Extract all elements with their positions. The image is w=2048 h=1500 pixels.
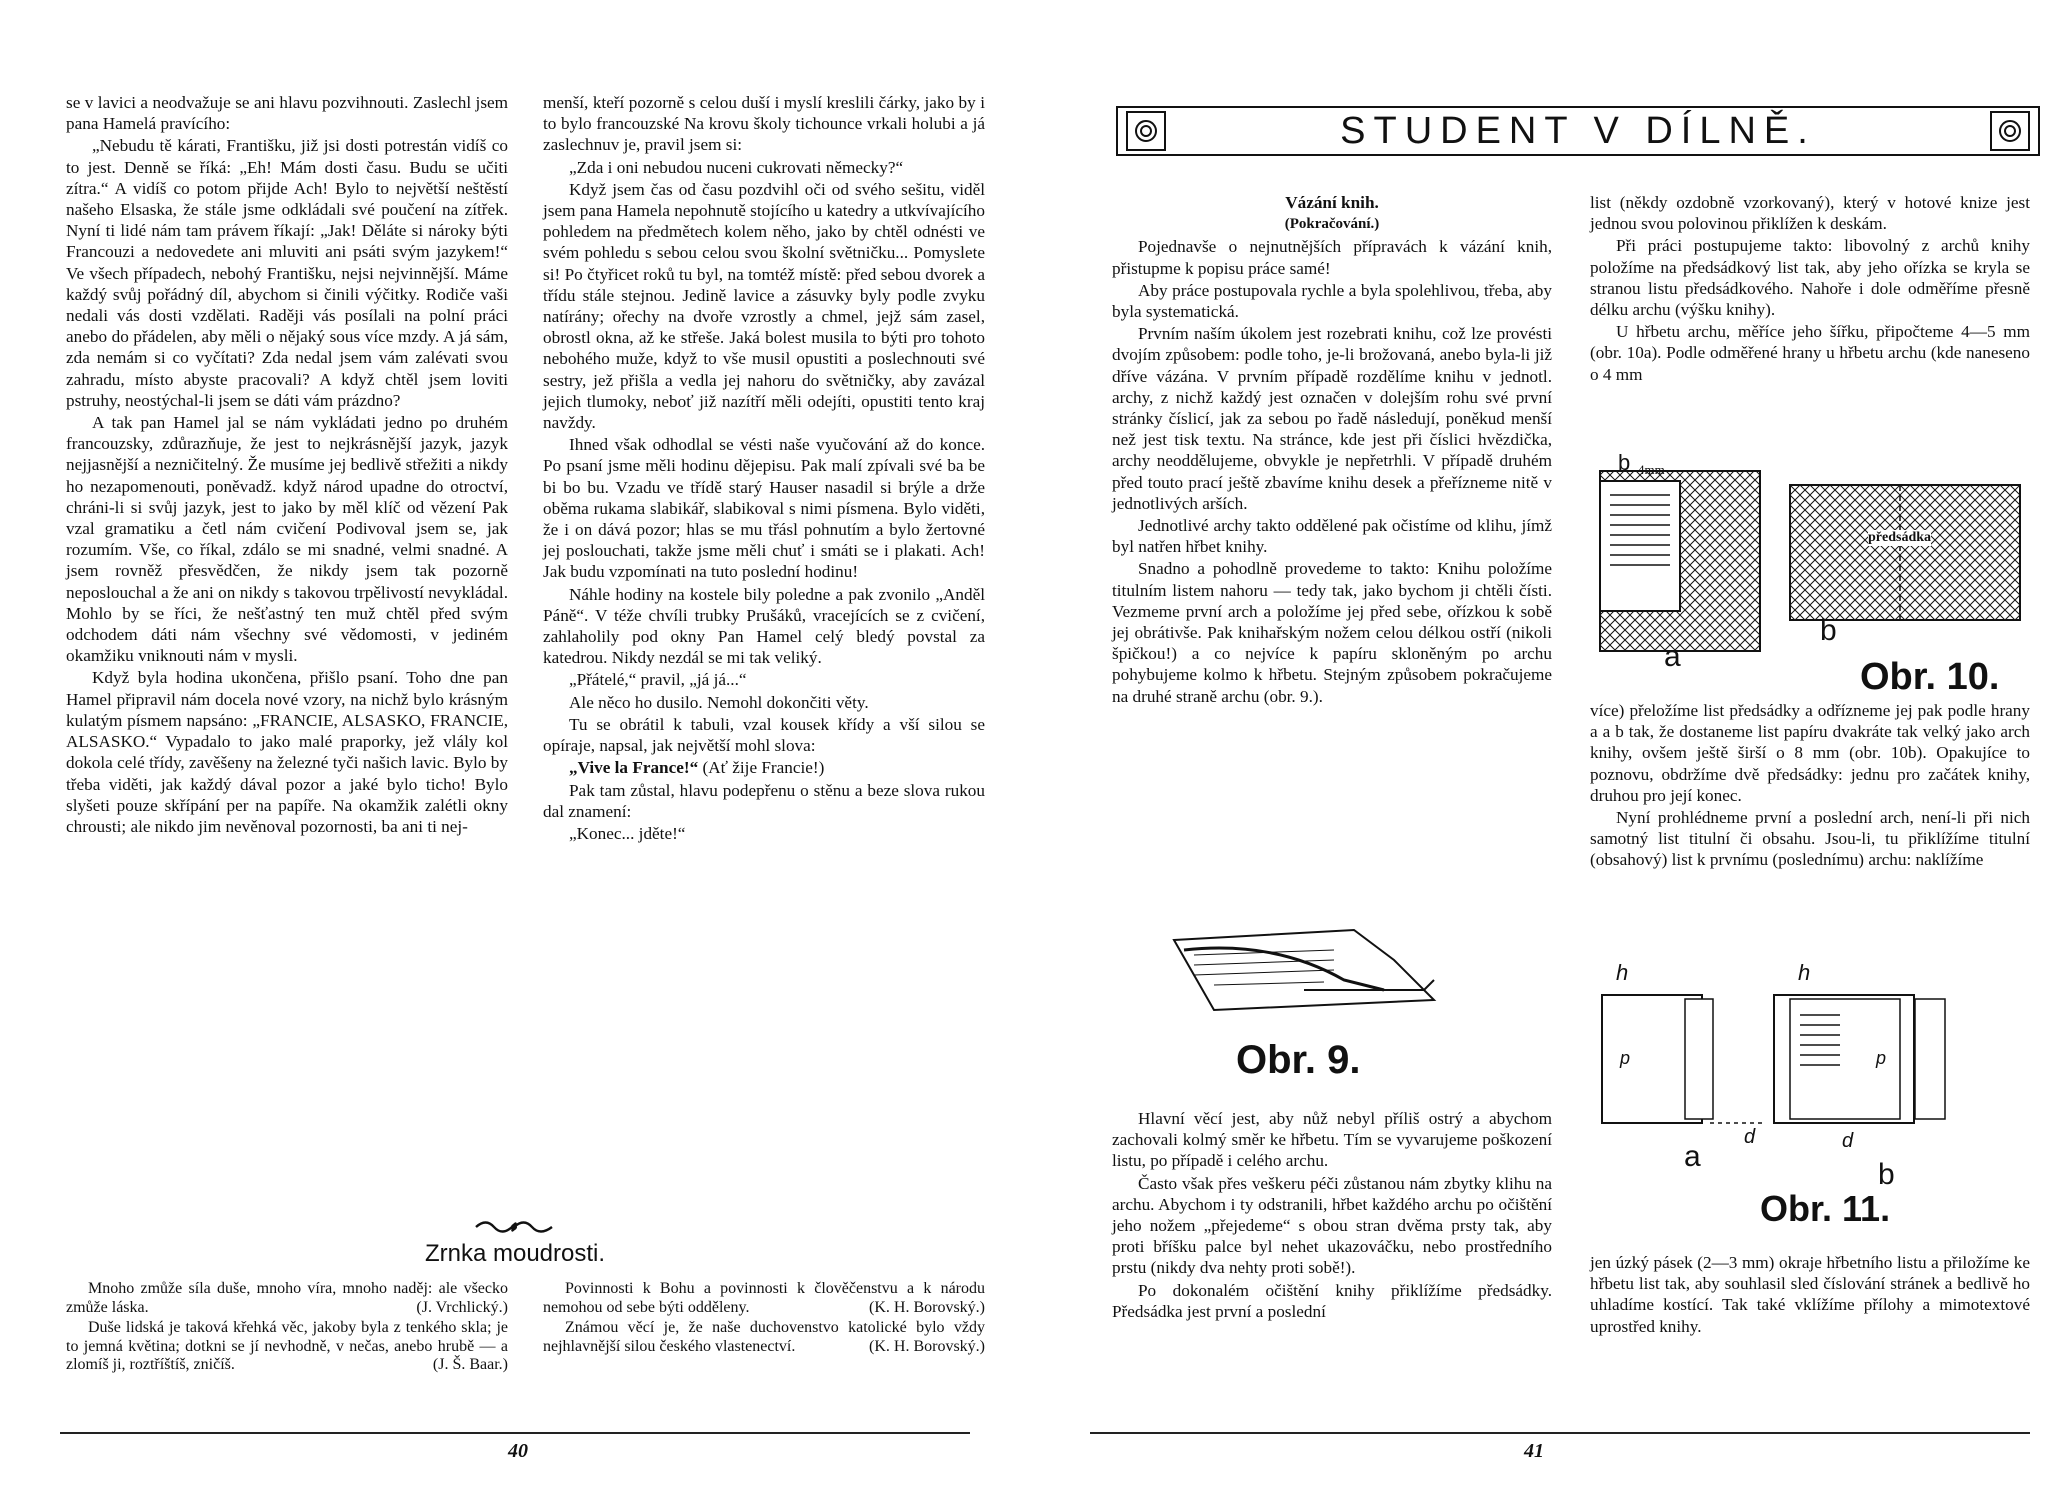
article-title: Vázání knih. — [1285, 193, 1379, 212]
page-41 — [1024, 0, 2048, 1500]
paragraph: Nyní prohlédneme první a poslední arch, není-li při nich samotný list titulní či obsahu. Jsou-li, tu přiklížíme titulní (obsahový) list k prvnímu (poslednímu) archu: naklížíme — [1590, 808, 2030, 870]
figure-9-knife — [1154, 920, 1444, 1030]
figure-10-label-b-small: b — [1618, 450, 1631, 475]
right-column-2-bottom — [1590, 1252, 2030, 1338]
quote-author: (J. Vrchlický.) — [416, 1298, 508, 1316]
paragraph: Hlavní věcí jest, aby nůž nebyl příliš ostrý a abychom zachovali kolmý směr ke hřbetu. Tím se vyvarujeme poškození listu, po případě i celého archu. — [1112, 1109, 1552, 1171]
paragraph: Při práci postupujeme takto: libovolný z archů knihy položíme na předsádkový list tak, aby jeho ořízka se kryla se stranou listu předsádkového. Nahoře i dole odměříme přesně délku archu (výšku knihy). — [1590, 236, 2030, 320]
figure-11-label-p2: p — [1876, 1048, 1887, 1068]
page-number: 41 — [1524, 1440, 1544, 1462]
figure-11-label-p1: p — [1620, 1048, 1631, 1068]
figure-10-label-b: b — [1820, 614, 1837, 647]
figure-10-label-a: a — [1664, 640, 1681, 673]
figure-9-caption: Obr. 9. — [1236, 1038, 1361, 1082]
figure-11-label-b: b — [1878, 1158, 1895, 1191]
wisdom-title: Zrnka moudrosti. — [424, 1240, 606, 1267]
figure-11-label-d2: d — [1842, 1130, 1854, 1152]
paragraph: Pojednavše o nejnutnějších přípravách k vázání knih, přistupme k popisu práce samé! — [1112, 237, 1552, 278]
left-column-1 — [66, 92, 508, 838]
paragraph: se v lavici a neodvažuje se ani hlavu pozvihnouti. Zaslechl jsem pana Hamelá pravícího: — [66, 93, 508, 134]
paragraph: Aby práce postupovala rychle a byla spolehlivou, třeba, aby byla systematická. — [1112, 280, 1552, 322]
right-column-2 — [1590, 192, 2030, 386]
quote-author: (J. Š. Baar.) — [432, 1356, 508, 1373]
figure-11-label-h1: h — [1616, 960, 1629, 985]
paragraph: Ale něco ho dusilo. Nemohl dokončiti věty. — [569, 692, 869, 712]
figure-10-caption: Obr. 10. — [1860, 656, 2000, 698]
footer-rule — [1090, 1432, 2030, 1434]
paragraph: menší, kteří pozorně s celou duší i myslí kreslili čárky, jako by i to bylo francouzské Na krovu školy tichounce vrkali holubi a já zaslechnuv je, pravil jsem si: — [543, 93, 985, 155]
figure-10-mm-label: 4mm — [1638, 462, 1665, 477]
section-title: STUDENT V DÍLNĚ. — [1340, 109, 1816, 152]
quote: Povinnosti k Bohu a povinnosti k člověčenstvu a k národu nemohou od sebe býti odděleny. (K. H. Borovský.) — [543, 1280, 985, 1316]
right-column-1-lower — [1112, 1108, 1552, 1323]
paragraph: Když jsem čas od času pozdvihl oči od svého sešitu, viděl jsem pana Hamela nepohnutě stojícího u katedry a utkvívajícího pohledem na předmětech kolem něho, jako by chtěl odnésti ve svém pohledu s sebou celou svou školní světničku... Pomyslete si! Po čtyřicet roků tu byl, na tomtéž místě: před sebou dvorek a třídu stále stejnou. Jedině lavice a zásuvky byly podle zvyku natírány; ořechy na dvoře vzrostly a chmel, jejž sám zasel, obrostl okna, až ke střeše. Jaká bolest musila to býti pro tohoto nebohého muže, když to vše musil opustiti a poslechnouti své sestry, jež přišla a vedla jej nahoru do světničky, aby zavázal jejich tlumoky, neboť již nazítří měli odejíti, opustiti tento kraj navždy. — [543, 179, 985, 433]
paragraph: A tak pan Hamel jal se nám vykládati jedno po druhém francouzsky, zdůrazňuje, že jest to nejkrásnější jazyk, jazyk nejjasnější a nezničitelný. Že musíme jej bedlivě střežiti a nikdy ho nezapomenouti, poněvadž. když národ upadne do otroctví, chráni-li si svůj jazyk, jest to jako by měl klíč od vězení Pak vzal gramatiku a četl nám cvičení Podivoval jsem se, jak rozumím. Vše, co říkal, zdálo se mi snadné, velmi snadné. A jsem rovněž přesvědčen, že nikdy jsem tak pozorně neposlouchal a že ani on nikdy s takovou trpělivostí nevykládal. Mohlo by se říci, že nešťastný ten muž chtěl před svým odchodem dáti nám všechny své vědomosti, v jediném okamžiku vniknouti nám v mysli. — [66, 413, 508, 666]
footer-rule — [60, 1432, 970, 1434]
paragraph: Tu se obrátil k tabuli, vzal kousek křídy a vší silou se opíraje, napsal, jak největší mohl slova: — [543, 714, 985, 756]
vive-la-france: „Vive la France!“ — [569, 758, 699, 778]
right-column-1 — [1112, 192, 1552, 708]
paragraph: Prvním naším úkolem jest rozebrati knihu, což lze provésti dvojím způsobem: podle toho, je-li brožovaná, anebo byla-li již dříve vázána. V prvním případě rozdělíme knihu v jednotl. archy, z nichž každý jest označen v dolejším rohu své první stránky číslicí, jak za sebou po řadě následují, poněkud menší než jest tisk textu. Na stránce, kde jest při číslici hvězdička, archy neoddělujeme, obvykle je nepřetrhli. V případě druhém před touto prací ještě zbavíme knihu desek a přeřízneme nitě v jednotlivých arších. — [1112, 324, 1552, 513]
figure-11-label-a: a — [1684, 1140, 1701, 1173]
paragraph: Pak tam zůstal, hlavu podepřenu o stěnu a beze slova rukou dal znamení: — [543, 780, 985, 821]
translation: (Ať žije Francie!) — [702, 758, 825, 778]
ornament-icon — [1990, 111, 2030, 151]
paragraph: Když byla hodina ukončena, přišlo psaní. Toho dne pan Hamel připravil nám docela nové vzory, na nichž bylo krásným kulatým písmem napsáno: „FRANCIE, ALSASKO, FRANCIE, ALSASKO.“ Vypadalo to jako malé praporky, jež vlály kol dokola celé třídy, zavěšeny na železné tyči našich lavic. Bylo by třeba viděti, jak každý dával pozor a jaké bylo ticho! Bylo slyšeti pouze skřípání per na papíře. Na okamžik zalétli okny chrousti; ale nikdo jim nevěnoval pozornosti, ba ani ti nej- — [66, 668, 508, 836]
paragraph: „Nebudu tě kárati, Františku, již jsi dosti potrestán vidíš co to jest. Denně se říká: „Eh! Mám dosti času. Budu se učiti zítra.“ A vidíš co potom přijde Ach! Bylo to největší neštěstí našeho Elsaska, že stále jsme odkládali své poučení na zítřek. Nyní ti lidé nám tam právem říkají: „Jak! Děláte si nároky býti Francouzi a nedovedete ani mluviti ani psáti svým jazykem!“ Ve všech případech, nebohý Františku, nejsi nejvinnější. Máme každý svůj pořádný díl, abychom si činili výčitky. Rodiče vaši nedali vás dosti vzdělati. Raději vás posílali na polní práci anebo do přádelen, aby měli o nějaký sous více mzdy. A já sám, zda nemám si co vyčítati? Zda nedal jsem vám zalévati svou zahradu, místo abyste pracovali? A když chtěl jsem loviti pstruhy, neostýchal-li jsem se dáti vám prázdno? — [66, 136, 508, 410]
paragraph: více) přeložíme list předsádky a odřízneme jej pak podle hrany a a b tak, že dostaneme list papíru dvakráte tak velký jako arch knihy, ovšem ještě širší o 8 mm (obr. 10b). Opakujíce to poznovu, obdržíme dvě předsádky: jednu pro začátek knihy, druhou pro její konec. — [1590, 701, 2030, 805]
quote: Mnoho zmůže síla duše, mnoho víra, mnoho naděj: ale všecko zmůže láska. (J. Vrchlický.) — [66, 1280, 508, 1316]
figure-10-predsadka-label: předsádka — [1868, 530, 1932, 545]
page-number: 40 — [508, 1440, 528, 1462]
article-subtitle: (Pokračování.) — [1284, 216, 1380, 233]
paragraph: Ihned však odhodlal se vésti naše vyučování až do konce. Po psaní jsme měli hodinu dějepisu. Pak malí zpívali své ba be bi bo bu. Vzadu ve třídě starý Hauser nasadil si brýle a drže oběma rukama slabikář, slabikoval s nimi písmena. Bylo viděti, že i on dává pozor; hlas se mu třásl pohnutím a bylo žertovné jej poslouchati, takže jsme měli chuť i smáti se i plakati. Ach! Jak budu vzpomínati na tuto poslední hodinu! — [543, 435, 985, 582]
quote: Duše lidská je taková křehká věc, jakoby byla z tenkého skla; je to jemná květina; dotkni se jí nevhodně, v nečas, anebo hrubě — a zlomíš ji, roztříštíš, zničíš. (J. Š. Baar.) — [66, 1319, 508, 1373]
paragraph: „Přátelé,“ pravil, „já já...“ — [569, 670, 747, 690]
ornament-divider — [474, 1218, 554, 1236]
paragraph — [543, 757, 985, 778]
ornament-icon — [1126, 111, 1166, 151]
quote: Známou věcí je, že naše duchovenstvo katolické bylo vždy nejhlavnější silou českého vlastenectví. (K. H. Borovský.) — [543, 1319, 985, 1355]
paragraph: jen úzký pásek (2—3 mm) okraje hřbetního listu a přiložíme ke hřbetu list tak, aby souhlasil sled číslování stránek a bedlivě ho uhladíme kostící. Tak také vklížíme přílohy a mimotextové uprostřed knihy. — [1590, 1253, 2030, 1336]
paragraph: Snadno a pohodlně provedeme to takto: Knihu položíme titulním listem nahoru — tedy tak, jako bychom ji chtěli čísti. Vezmeme první arch a položíme jej před sebe, ořízkou k sobě jej obrátivše. Pak knihařským nožem celou délkou ostří (nikoli špičkou!) a co nejvíce k papíru skloněným po archu pohybujeme kolmo k hřbetu. Stejným způsobem pokračujeme na druhé straně archu (obr. 9.). — [1112, 559, 1552, 706]
figure-10-diagram — [1590, 465, 2030, 675]
figure-11-label-h2: h — [1798, 960, 1811, 985]
figure-11-diagram — [1590, 975, 2030, 1130]
quote-author: (K. H. Borovský.) — [869, 1298, 985, 1316]
paragraph: Po dokonalém očištění knihy přiklížíme předsádky. Předsádka jest první a poslední — [1112, 1280, 1552, 1321]
section-header — [1116, 106, 2040, 156]
paragraph: „Zda i oni nebudou nuceni cukrovati německy?“ — [569, 157, 904, 177]
paragraph: Jednotlivé archy takto oddělené pak očistíme od klihu, jímž byl natřen hřbet knihy. — [1112, 516, 1552, 557]
figure-11-caption: Obr. 11. — [1760, 1188, 1891, 1229]
paragraph: Náhle hodiny na kostele bily poledne a pak zvonilo „Anděl Páně“. V téže chvíli trubky Prušáků, vracejících se z cvičení, zahlaholily pod okny Pan Hamel celý bledý povstal za katedrou. Nikdy nezdál se mi tak veliký. — [543, 584, 985, 668]
paragraph: Často však přes veškeru péči zůstanou nám zbytky klihu na archu. Abychom i ty odstranili, hřbet každého archu po očištění jeho nožem „přejedeme“ s obou stran dvěma prsty tak, aby proti bříšku palce byl nehet ukazováčku, nebo prostředního prstu (nikdy dva nehty proti sobě!). — [1112, 1173, 1552, 1278]
figure-11-label-d1: d — [1744, 1126, 1756, 1148]
quote-author: (K. H. Borovský.) — [869, 1337, 985, 1355]
wisdom-left — [66, 1280, 508, 1377]
paragraph: list (někdy ozdobně vzorkovaný), který v hotové knize jest jednou svou polovinou přiklížen k deskám. — [1590, 193, 2030, 234]
paragraph: „Konec... jděte!“ — [569, 823, 686, 843]
right-column-2-mid — [1590, 700, 2030, 872]
wisdom-right — [543, 1280, 985, 1358]
left-column-2 — [543, 92, 985, 845]
paragraph: U hřbetu archu, měříce jeho šířku, připočteme 4—5 mm (obr. 10a). Podle odměřené hrany u hřbetu archu (kde naneseno o 4 mm — [1590, 322, 2030, 384]
